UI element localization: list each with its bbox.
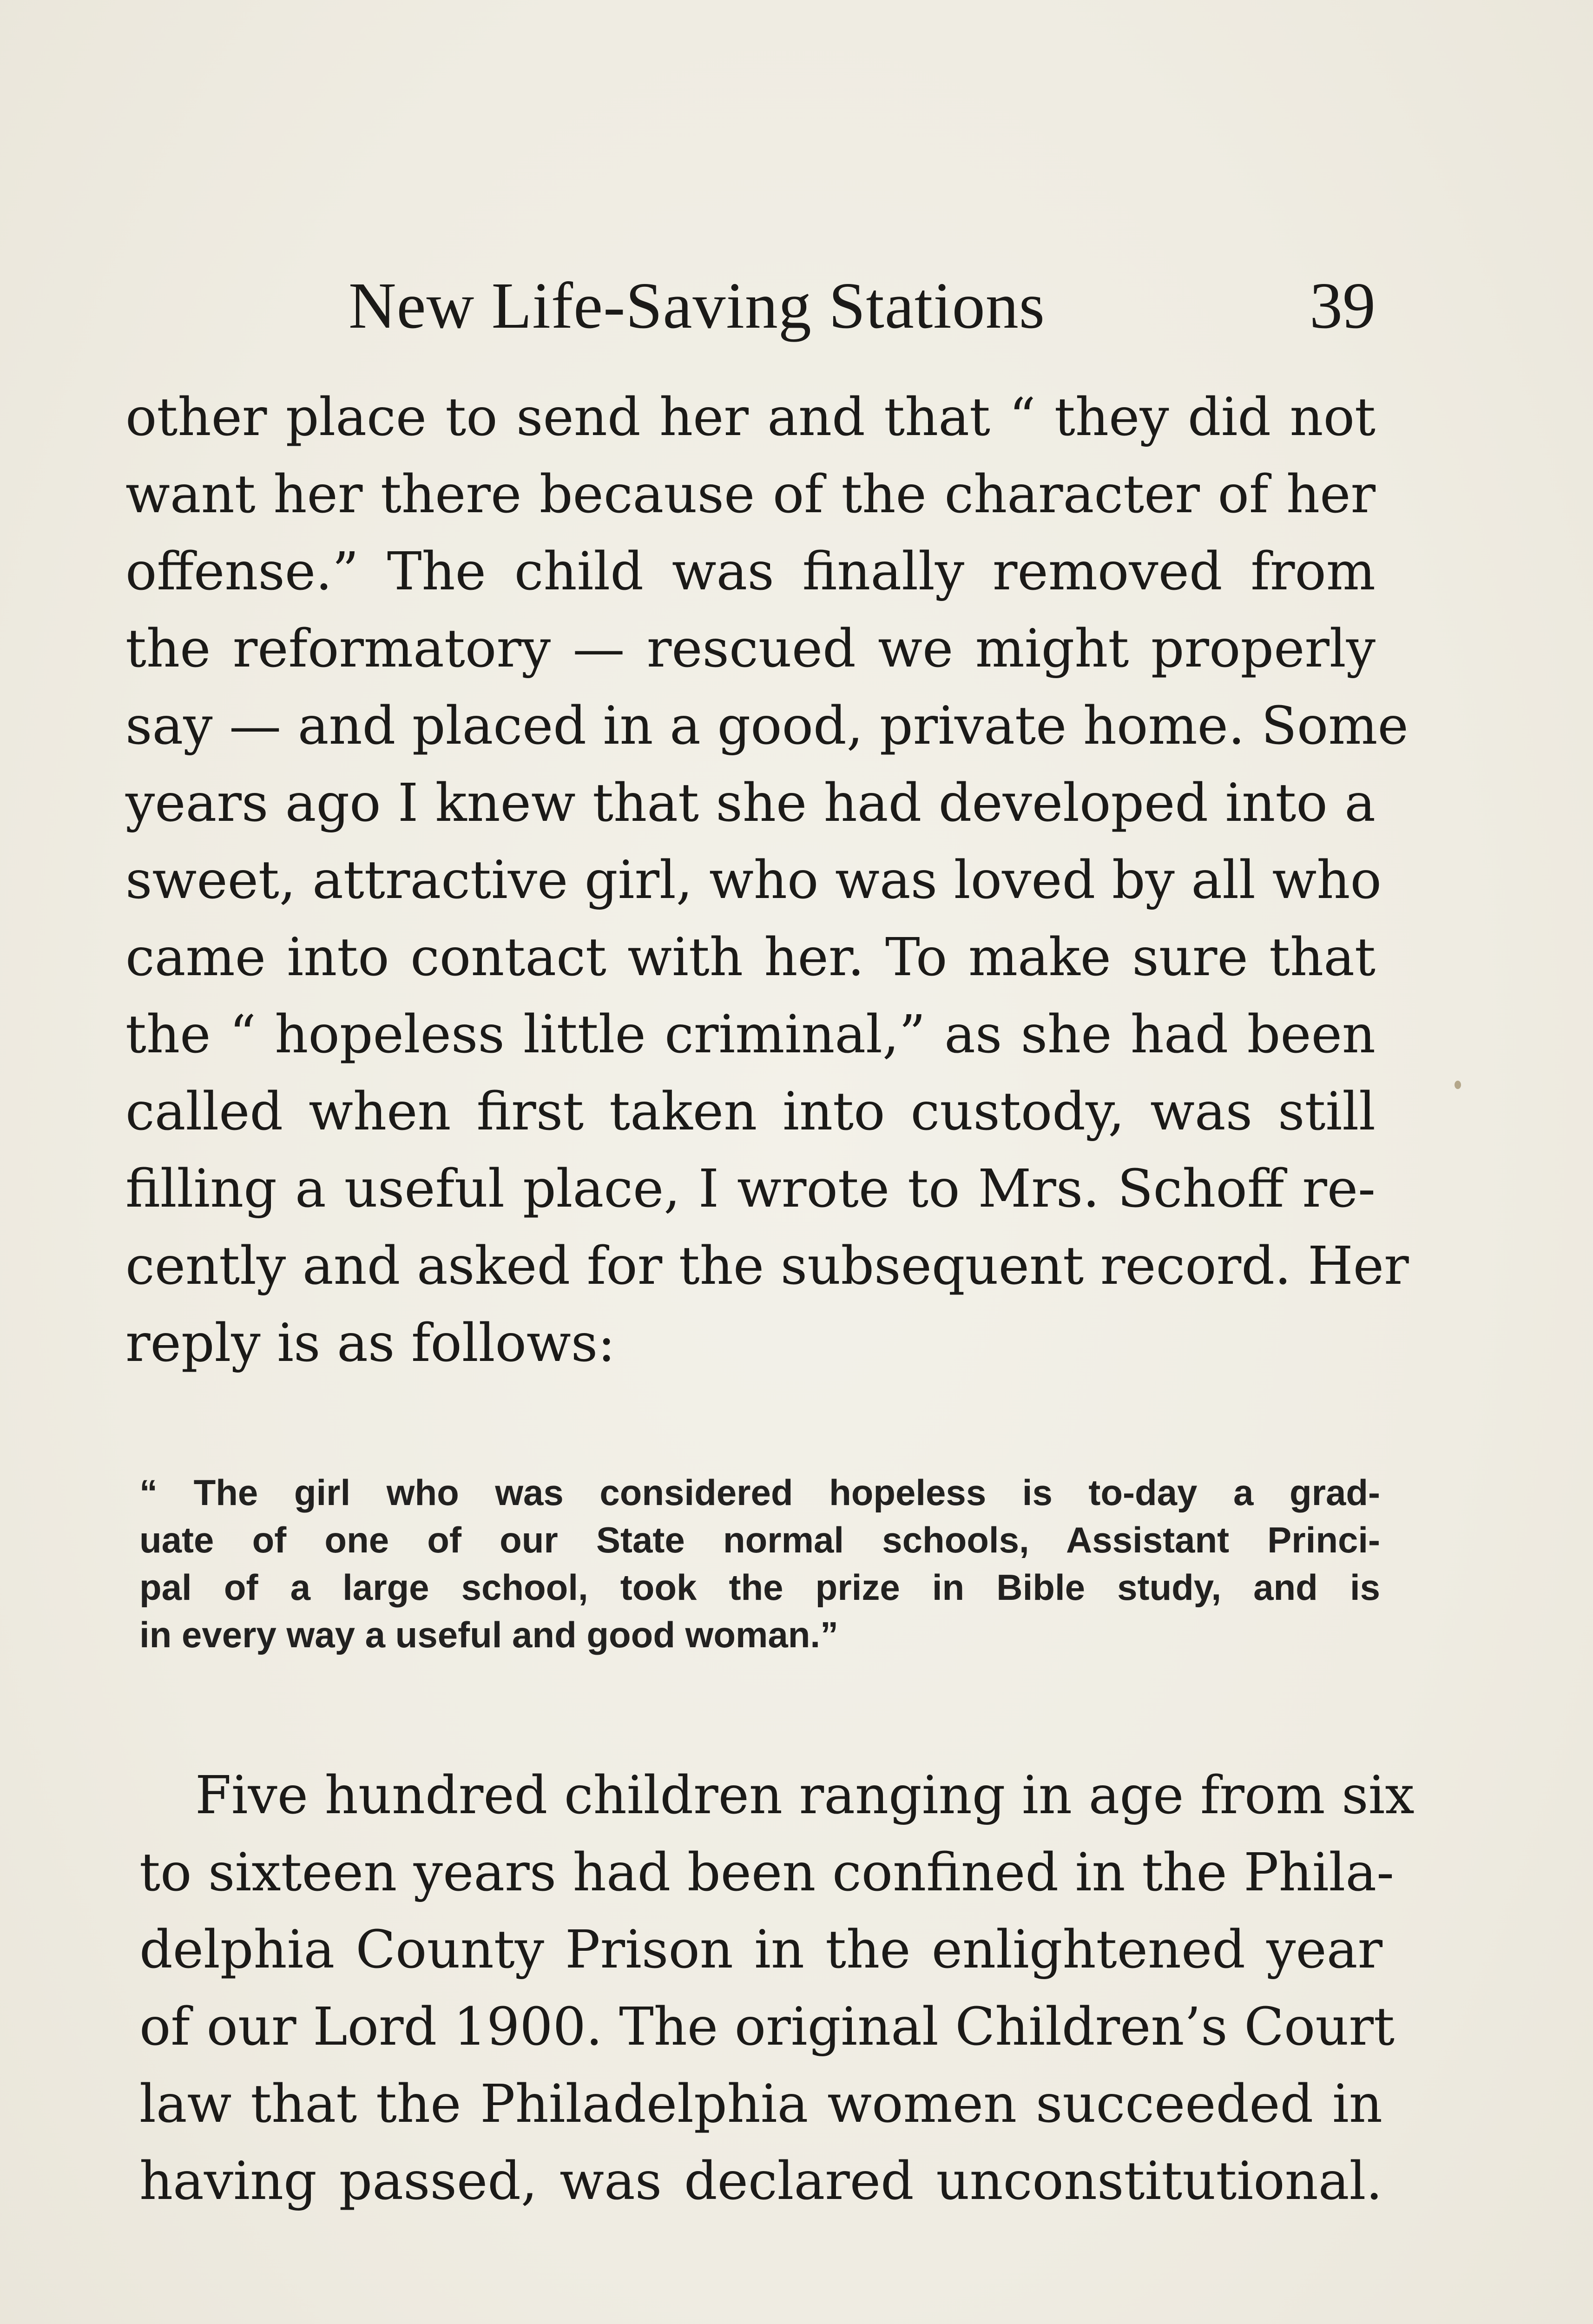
text-line: years ago I knew that she had developed into a [125, 773, 1376, 833]
text-line: reply is as follows: [125, 1313, 615, 1373]
quote-line: in every way a useful and good woman.” [139, 1614, 839, 1655]
text-line: to sixteen years had been confined in the Phila- [139, 1842, 1394, 1903]
paragraph-1 [125, 379, 1409, 1382]
text-line: having passed, was declared unconstitutional. [139, 2151, 1382, 2212]
page-number: 39 [1310, 269, 1376, 342]
text-line: other place to send her and that “ they did not [125, 387, 1376, 448]
block-quote [139, 1469, 1380, 1658]
text-line: called when first taken into custody, was still [125, 1082, 1376, 1142]
paper-speck [1455, 1081, 1461, 1089]
text-line: filling a useful place, I wrote to Mrs. Schoff re- [125, 1159, 1376, 1219]
quote-line: uate of one of our State normal schools, Assistant Princi- [139, 1519, 1380, 1560]
running-header [349, 267, 1376, 346]
text-line: cently and asked for the subsequent record. Her [125, 1236, 1409, 1296]
text-line: offense.” The child was finally removed from [125, 541, 1376, 602]
text-line: Five hundred children ranging in age from six [195, 1765, 1415, 1826]
text-line: say — and placed in a good, private home. Some [125, 696, 1409, 756]
text-line: the “ hopeless little criminal,” as she had been [125, 1004, 1376, 1065]
quote-line: “ The girl who was considered hopeless is to-day a grad- [139, 1472, 1380, 1513]
text-line: law that the Philadelphia women succeeded in [139, 2074, 1382, 2134]
text-line: came into contact with her. To make sure that [125, 927, 1376, 988]
text-line: of our Lord 1900. The original Children’s Court [139, 1997, 1395, 2057]
running-title: New Life-Saving Stations [349, 269, 1045, 342]
text-line: want her there because of the character of her [125, 464, 1376, 525]
quote-line: pal of a large school, took the prize in Bible study, and is [139, 1567, 1380, 1608]
paragraph-2 [139, 1757, 1415, 2220]
text-line: delphia County Prison in the enlightened year [139, 1920, 1382, 1980]
text-line: the reformatory — rescued we might properly [125, 619, 1376, 679]
text-line: sweet, attractive girl, who was loved by all who [125, 850, 1382, 911]
